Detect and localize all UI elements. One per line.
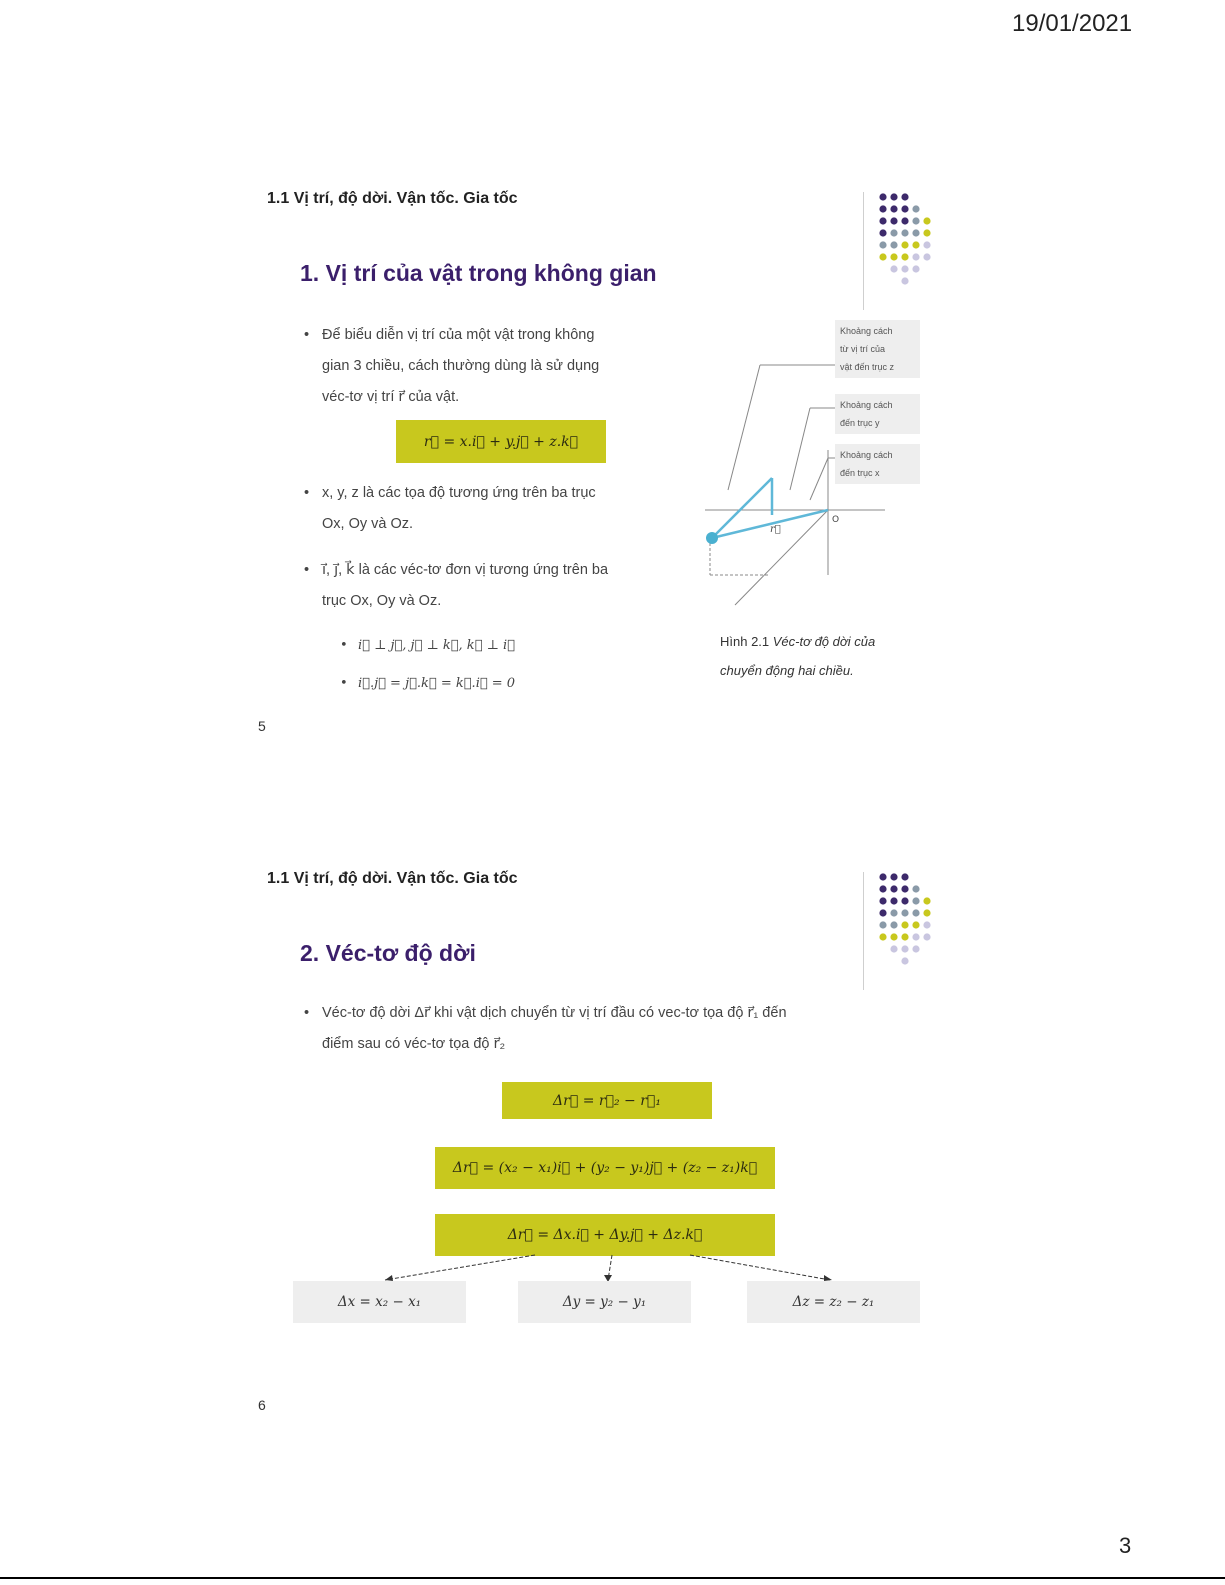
text-line: i⃗.j⃗ = j⃗.k⃗ = k⃗.i⃗ = 0 [358,676,516,691]
divider-line [863,872,864,990]
text-line: Để biểu diễn vị trí của một vật trong không [322,327,595,343]
page-bottom-rule [0,1577,1225,1579]
decorative-dot-grid [878,872,948,972]
slide-title: 2. Véc-tơ độ dời [300,940,476,966]
bullet-position-vector [304,320,672,413]
text-line: Véc-tơ độ dời Δr⃗ khi vật dịch chuyển từ vị trí đầu có vec-tơ tọa độ r⃗₁ đến [322,1005,787,1021]
displacement-formula-2: Δr⃗ = (x₂ − x₁)i⃗ + (y₂ − y₁)j⃗ + (z₂ − z₁)k⃗ [435,1147,775,1189]
callout-distance-x [835,444,920,484]
vector-r-label: r⃗ [770,524,781,535]
slide-number: 5 [258,718,266,734]
sub-bullet-dot-product [340,668,516,699]
slide-6 [250,860,970,1435]
text-line: điểm sau có véc-tơ tọa độ r⃗₂ [322,1036,506,1052]
bullet-dot-icon: • [304,485,310,501]
bullet-dot-icon: • [340,676,348,691]
sub-bullet-orthogonal [340,630,515,661]
page-number: 3 [1119,1533,1132,1558]
text-line: đến trục x [840,468,880,478]
text-line: gian 3 chiều, cách thường dùng là sử dụng [322,358,600,374]
bullet-coordinates [304,478,672,540]
caption-label: Hình 2.1 [720,634,773,649]
decorative-dot-grid [878,192,948,292]
divider-line [863,192,864,310]
position-vector-formula: r⃗ = x.i⃗ + y.j⃗ + z.k⃗ [396,420,606,463]
callout-distance-z [835,320,920,378]
text-line: Khoảng cách [840,326,893,336]
slide-title: 1. Vị trí của vật trong không gian [300,260,657,286]
origin-label: O [832,515,840,525]
figure-caption [720,627,930,685]
text-line: Khoảng cách [840,400,893,410]
text-line: Khoảng cách [840,450,893,460]
text-line: véc-tơ vị trí r⃗ của vật. [322,389,460,405]
caption-italic: chuyển động hai chiều. [720,663,854,678]
text-line: từ vị trí của [840,344,886,354]
bullet-dot-icon: • [340,638,348,653]
text-line: i⃗, j⃗, k⃗ là các véc-tơ đơn vị tương ứng trên ba [322,562,609,578]
delta-y-box: Δy = y₂ − y₁ [518,1281,691,1323]
text-line: trục Ox, Oy và Oz. [322,593,442,609]
caption-italic: Véc-tơ độ dời của [772,634,876,649]
section-heading: 1.1 Vị trí, độ dời. Vận tốc. Gia tốc [267,190,518,207]
slide-number: 6 [258,1397,266,1413]
bullet-unit-vectors [304,555,672,617]
text-line: i⃗ ⊥ j⃗, j⃗ ⊥ k⃗, k⃗ ⊥ i⃗ [358,638,515,653]
delta-z-box: Δz = z₂ − z₁ [747,1281,920,1323]
text-line: Ox, Oy và Oz. [322,516,414,532]
displacement-formula-3: Δr⃗ = Δx.i⃗ + Δy.j⃗ + Δz.k⃗ [435,1214,775,1256]
bullet-dot-icon: • [304,327,310,343]
bullet-dot-icon: • [304,1005,310,1021]
displacement-formula-1: Δr⃗ = r⃗₂ − r⃗₁ [502,1082,712,1119]
section-heading: 1.1 Vị trí, độ dời. Vận tốc. Gia tốc [267,870,518,887]
text-line: vật đến trục z [840,362,895,372]
delta-x-box: Δx = x₂ − x₁ [293,1281,466,1323]
bullet-dot-icon: • [304,562,310,578]
bullet-displacement [304,998,922,1060]
document-date: 19/01/2021 [1012,10,1133,37]
text-line: đến trục y [840,418,880,428]
slide-5 [250,180,970,740]
callout-distance-y [835,394,920,434]
text-line: x, y, z là các tọa độ tương ứng trên ba trục [322,485,596,501]
